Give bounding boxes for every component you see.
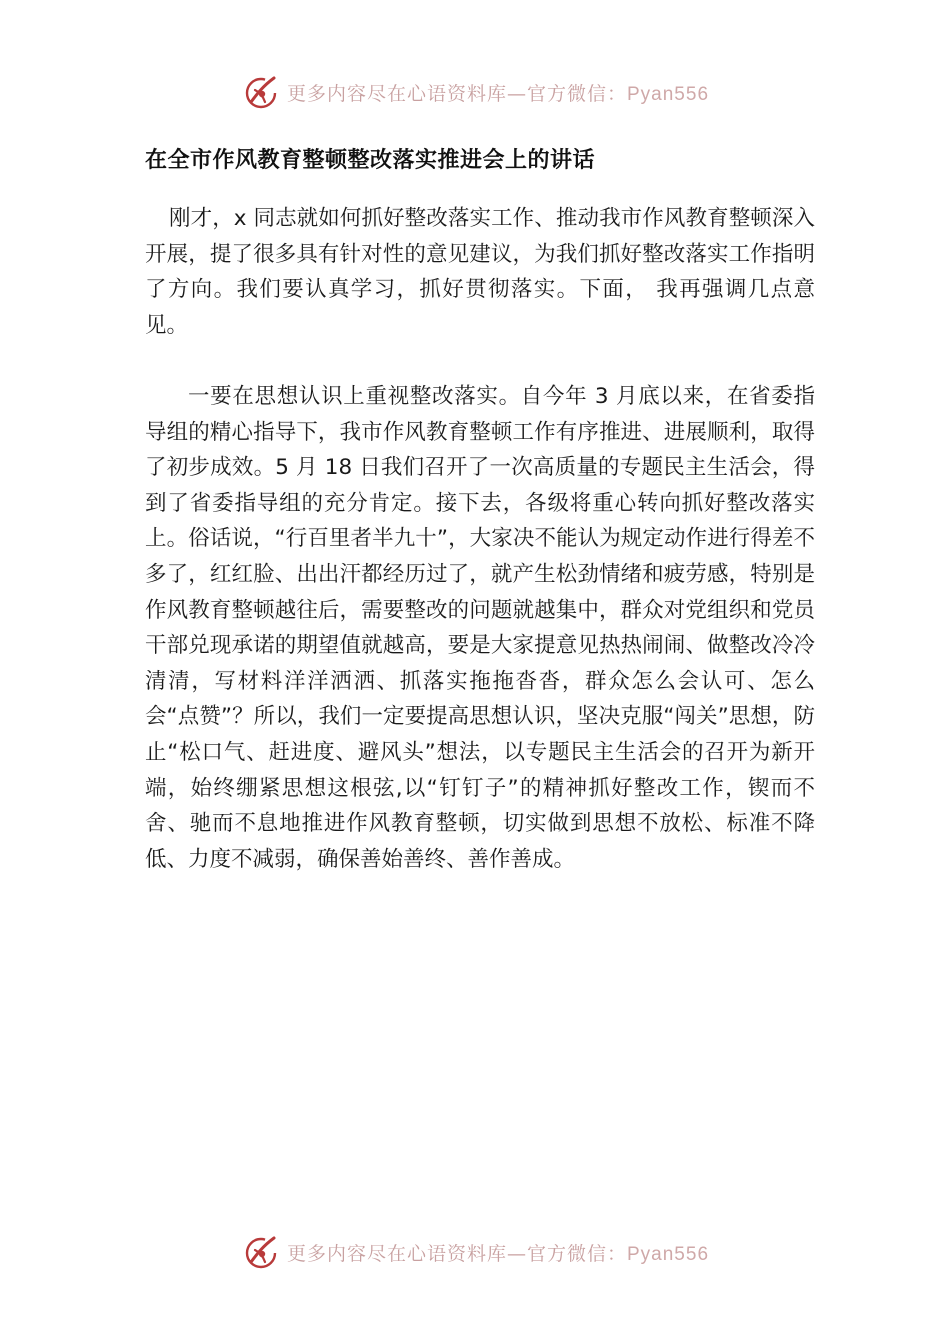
banner-text	[287, 1239, 709, 1266]
banner-wechat-id: Pyan556	[627, 1243, 710, 1265]
brush-seal-logo-icon	[241, 1232, 281, 1272]
paragraph-1: 刚才，x 同志就如何抓好整改落实工作、推动我市作风教育整顿深入开展，提了很多具有针对性的意见建议，为我们抓好整改落实工作指明了方向。我们要认真学习，抓好贯彻落实。下面， 我再强调几点意见。	[145, 206, 815, 338]
document-title: 在全市作风教育整顿整改落实推进会上的讲话	[145, 148, 596, 173]
banner-text	[287, 79, 709, 106]
banner-slogan: 更多内容尽在心语资料库—官方微信：	[286, 1242, 627, 1265]
banner-wechat-id: Pyan556	[627, 83, 710, 105]
footer-banner	[0, 1230, 950, 1274]
header-banner	[0, 70, 950, 114]
banner-slogan: 更多内容尽在心语资料库—官方微信：	[286, 82, 627, 105]
brush-seal-logo-icon	[241, 72, 281, 112]
paragraph-2: 一要在思想认识上重视整改落实。自今年 3 月底以来，在省委指导组的精心指导下，我市作风教育整顿工作有序推进、进展顺利，取得了初步成效。5 月 18 日我们召开了一次高质量的专题民主生活会，得到了省委指导组的充分肯定。接下去，各级将重心转向抓好整改落实上。俗话说，“行百里者半九十”，大家决不能认为规定动作进行得差不多了，红红脸、出出汗都经历过了，就产生松劲情绪和疲劳感，特别是作风教育整顿越往后，需要整改的问题就越集中，群众对党组织和党员干部兑现承诺的期望值就越高，要是大家提意见热热闹闹、做整改冷冷清清，写材料洋洋洒洒、抓落实拖拖沓沓，群众怎么会认可、怎么会“点赞”？所以，我们一定要提高思想认识，坚决克服“闯关”思想，防止“松口气、赶进度、避风头”想法，以专题民主生活会的召开为新开端，始终绷紧思想这根弦,以“钉钉子”的精神抓好整改工作，锲而不舍、驰而不息地推进作风教育整顿，切实做到思想不放松、标准不降低、力度不减弱，确保善始善终、善作善成。	[145, 384, 815, 872]
